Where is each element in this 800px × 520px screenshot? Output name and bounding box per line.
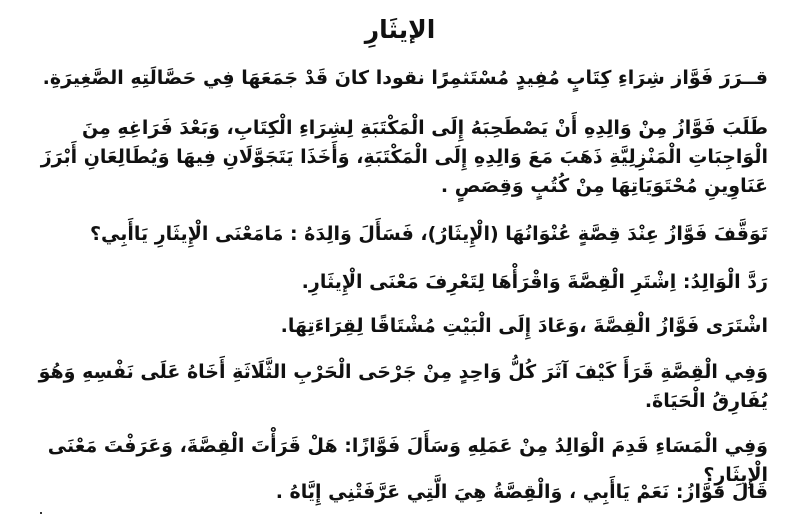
paragraph-1: قــرَرَ فَوَّاز شِرَاءِ كِتَابٍ مُفِيدٍ مُسْتَثمِرًا نقودا كانَ قَدْ جَمَعَهَا فِي حَصَّالَتِهِ الصَّغِيرَةِ. [42,67,768,89]
paragraph-7: وَفِي الْمَسَاءِ قَدِمَ الْوَالِدُ مِنْ عَمَلِهِ وَسَأَلَ فَوَّازًا: هَلْ قَرَأْتَ الْقِصَّةَ، وَعَرَفْتَ مَعْنَى الْإِيثَارِ؟ [47,435,768,486]
paragraph-5: اشْتَرَى فَوَّازُ الْقِصَّةَ ،وَعَادَ إِلَى الْبَيْتِ مُشْتَاقًا لِقِرَاءَتِهَا. [280,315,768,337]
scan-speck [40,512,42,514]
paragraph-6: وَفِي الْقِصَّةِ قَرَأَ كَيْفَ آثَرَ كُلُّ وَاحِدٍ مِنْ جَرْحَى الْحَرْبِ الثَّلَاثَةِ أَخَاهُ عَلَى نَفْسِهِ وَهُوَ يُفَارِقُ الْحَيَاةَ. [38,361,768,412]
paragraph-4: رَدَّ الْوَالِدُ: اِشْتَرِ الْقِصَّةَ وَاقْرَأْهَا لِتَعْرِفَ مَعْنَى الْإِيثَارِ. [301,271,768,293]
document-title: الإيثَارِ [364,15,436,44]
paragraph-8: قَالَ فَوَّازُ: نَعَمْ يَاأَبِي ، وَالْقِصَّةُ هِيَ الَّتِي عَرَّفَتْنِي إِيَّاهُ . [275,481,768,503]
paragraph-2: طَلَبَ فَوَّازُ مِنْ وَالِدِهِ أَنْ يَصْطَحِبَهُ إِلَى الْمَكْتَبَةِ لِشِرَاءِ الْكِتَابِ، وَبَعْدَ فَرَاغِهِ مِنَ الْوَاجِبَاتِ الْمَنْزِلِيَّةِ ذَهَبَ مَعَ وَالِدِهِ إِلَى الْمَكْتَبَةِ، وَأَخَذَا يَتَجَوَّلَانِ فِيهَا وَيُطَالِعَانِ أَبْرَزَ عَنَاوِينِ مُحْتَوَيَاتِهَا مِنْ كُتُبٍ وَقِصَصٍ . [40,117,768,197]
paragraph-3: تَوَقَّفَ فَوَّازُ عِنْدَ قِصَّةٍ عُنْوَانُهَا (الْإِيثَارُ)، فَسَأَلَ وَالِدَهُ : مَامَعْنَى الْإِيثَارِ يَاأَبِي؟ [89,223,768,245]
